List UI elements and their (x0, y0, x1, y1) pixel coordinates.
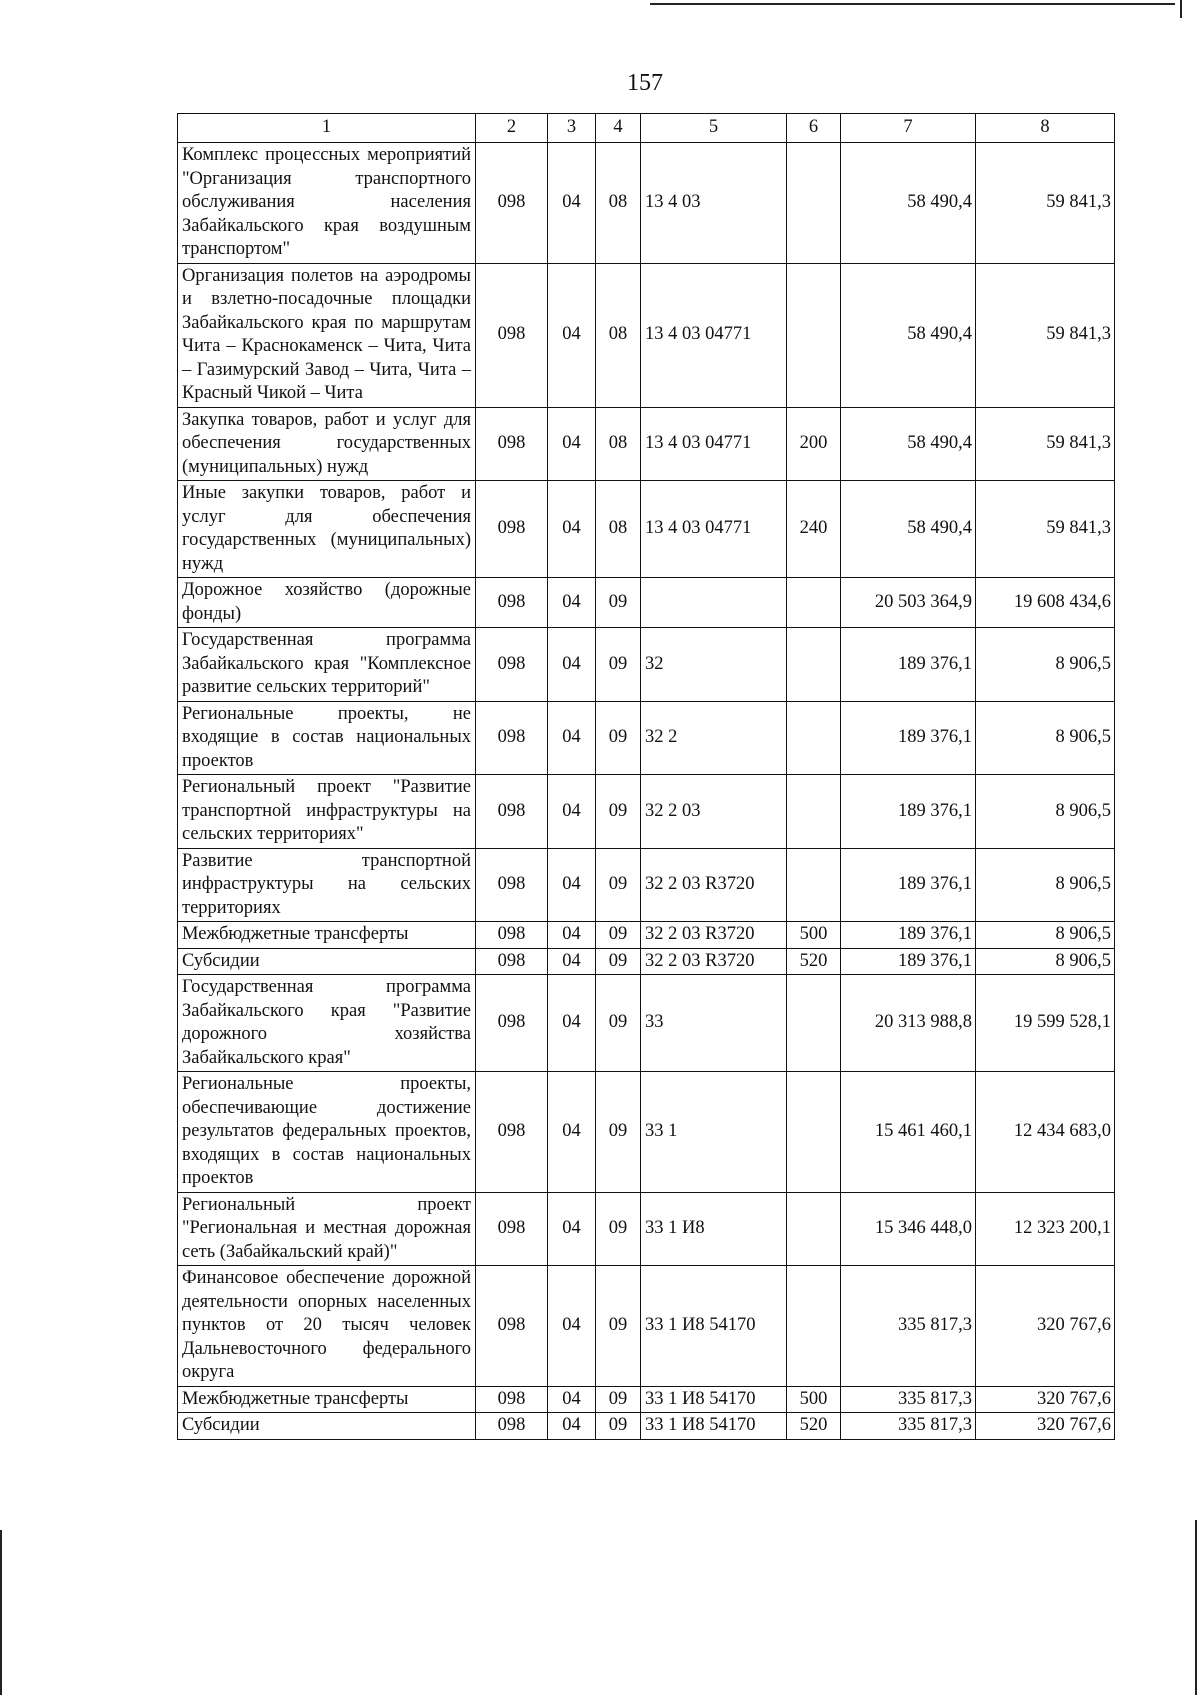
vr-code (787, 578, 841, 628)
pr-code: 08 (596, 263, 641, 407)
item-name: Субсидии (178, 948, 476, 975)
amount-col-7: 335 817,3 (841, 1413, 976, 1440)
vr-code (787, 975, 841, 1072)
vr-code (787, 848, 841, 922)
amount-col-8: 8 906,5 (976, 701, 1115, 775)
rz-code: 04 (548, 848, 596, 922)
csr-code: 13 4 03 (641, 143, 787, 264)
rz-code: 04 (548, 628, 596, 702)
page-number: 157 (627, 70, 663, 96)
pr-code: 09 (596, 1386, 641, 1413)
gr-code: 098 (476, 1386, 548, 1413)
csr-code: 33 (641, 975, 787, 1072)
item-name: Комплекс процессных мероприятий "Организация транспортного обслуживания населения Забайкальского края воздушным транспортом" (178, 143, 476, 264)
amount-col-7: 58 490,4 (841, 481, 976, 578)
amount-col-8: 8 906,5 (976, 848, 1115, 922)
csr-code (641, 578, 787, 628)
table-row (178, 1072, 1115, 1193)
amount-col-7: 189 376,1 (841, 948, 976, 975)
pr-code: 08 (596, 143, 641, 264)
amount-col-7: 335 817,3 (841, 1266, 976, 1387)
rz-code: 04 (548, 407, 596, 481)
amount-col-8: 59 841,3 (976, 481, 1115, 578)
vr-code (787, 701, 841, 775)
csr-code: 33 1 (641, 1072, 787, 1193)
pr-code: 09 (596, 628, 641, 702)
rz-code: 04 (548, 1413, 596, 1440)
rz-code: 04 (548, 975, 596, 1072)
pr-code: 09 (596, 1072, 641, 1193)
amount-col-7: 15 346 448,0 (841, 1192, 976, 1266)
header-cell-5: 5 (641, 114, 787, 143)
vr-code (787, 1072, 841, 1193)
budget-table (177, 113, 1115, 1440)
amount-col-7: 20 503 364,9 (841, 578, 976, 628)
item-name: Развитие транспортной инфраструктуры на сельских территориях (178, 848, 476, 922)
csr-code: 32 2 03 R3720 (641, 922, 787, 949)
rz-code: 04 (548, 1072, 596, 1193)
csr-code: 33 1 И8 54170 (641, 1413, 787, 1440)
amount-col-8: 8 906,5 (976, 948, 1115, 975)
csr-code: 32 2 03 R3720 (641, 848, 787, 922)
item-name: Закупка товаров, работ и услуг для обеспечения государственных (муниципальных) нужд (178, 407, 476, 481)
vr-code (787, 775, 841, 849)
amount-col-8: 59 841,3 (976, 263, 1115, 407)
gr-code: 098 (476, 263, 548, 407)
amount-col-7: 189 376,1 (841, 848, 976, 922)
pr-code: 09 (596, 578, 641, 628)
gr-code: 098 (476, 578, 548, 628)
vr-code: 200 (787, 407, 841, 481)
pr-code: 09 (596, 701, 641, 775)
pr-code: 08 (596, 481, 641, 578)
vr-code: 240 (787, 481, 841, 578)
table-row (178, 1192, 1115, 1266)
amount-col-8: 19 608 434,6 (976, 578, 1115, 628)
header-cell-8: 8 (976, 114, 1115, 143)
vr-code (787, 1192, 841, 1266)
item-name: Финансовое обеспечение дорожной деятельности опорных населенных пунктов от 20 тысяч человек Дальневосточного федерального округа (178, 1266, 476, 1387)
amount-col-7: 189 376,1 (841, 775, 976, 849)
rz-code: 04 (548, 143, 596, 264)
rz-code: 04 (548, 948, 596, 975)
table-row (178, 922, 1115, 949)
table-row (178, 407, 1115, 481)
pr-code: 09 (596, 975, 641, 1072)
table-row (178, 775, 1115, 849)
csr-code: 13 4 03 04771 (641, 407, 787, 481)
amount-col-7: 189 376,1 (841, 628, 976, 702)
vr-code: 520 (787, 948, 841, 975)
item-name: Организация полетов на аэродромы и взлетно-посадочные площадки Забайкальского края по маршрутам Чита – Краснокаменск – Чита, Чита – Газимурский Завод – Чита, Чита – Красный Чикой – Чита (178, 263, 476, 407)
gr-code: 098 (476, 407, 548, 481)
amount-col-7: 58 490,4 (841, 407, 976, 481)
vr-code: 500 (787, 1386, 841, 1413)
amount-col-8: 320 767,6 (976, 1386, 1115, 1413)
amount-col-7: 58 490,4 (841, 143, 976, 264)
csr-code: 32 2 03 (641, 775, 787, 849)
vr-code: 500 (787, 922, 841, 949)
amount-col-7: 15 461 460,1 (841, 1072, 976, 1193)
csr-code: 32 (641, 628, 787, 702)
table-row (178, 1266, 1115, 1387)
gr-code: 098 (476, 948, 548, 975)
table-row (178, 848, 1115, 922)
amount-col-7: 335 817,3 (841, 1386, 976, 1413)
rz-code: 04 (548, 1192, 596, 1266)
csr-code: 13 4 03 04771 (641, 481, 787, 578)
amount-col-7: 58 490,4 (841, 263, 976, 407)
pr-code: 09 (596, 1413, 641, 1440)
item-name: Региональный проект "Развитие транспортной инфраструктуры на сельских территориях" (178, 775, 476, 849)
pr-code: 09 (596, 848, 641, 922)
pr-code: 09 (596, 948, 641, 975)
amount-col-8: 320 767,6 (976, 1413, 1115, 1440)
header-cell-3: 3 (548, 114, 596, 143)
table-row (178, 578, 1115, 628)
rz-code: 04 (548, 701, 596, 775)
rz-code: 04 (548, 578, 596, 628)
gr-code: 098 (476, 628, 548, 702)
vr-code (787, 1266, 841, 1387)
table-row (178, 628, 1115, 702)
amount-col-7: 189 376,1 (841, 701, 976, 775)
amount-col-8: 320 767,6 (976, 1266, 1115, 1387)
table-row (178, 481, 1115, 578)
header-cell-7: 7 (841, 114, 976, 143)
table-row (178, 1386, 1115, 1413)
csr-code: 32 2 (641, 701, 787, 775)
csr-code: 33 1 И8 54170 (641, 1266, 787, 1387)
header-cell-2: 2 (476, 114, 548, 143)
amount-col-8: 8 906,5 (976, 922, 1115, 949)
header-row (178, 114, 1115, 143)
item-name: Иные закупки товаров, работ и услуг для обеспечения государственных (муниципальных) нужд (178, 481, 476, 578)
csr-code: 32 2 03 R3720 (641, 948, 787, 975)
gr-code: 098 (476, 701, 548, 775)
rz-code: 04 (548, 775, 596, 849)
gr-code: 098 (476, 1413, 548, 1440)
amount-col-7: 20 313 988,8 (841, 975, 976, 1072)
item-name: Дорожное хозяйство (дорожные фонды) (178, 578, 476, 628)
table-row (178, 701, 1115, 775)
gr-code: 098 (476, 1192, 548, 1266)
gr-code: 098 (476, 775, 548, 849)
amount-col-8: 8 906,5 (976, 628, 1115, 702)
item-name: Государственная программа Забайкальского края "Развитие дорожного хозяйства Забайкальского края" (178, 975, 476, 1072)
table-row (178, 948, 1115, 975)
item-name: Межбюджетные трансферты (178, 1386, 476, 1413)
vr-code: 520 (787, 1413, 841, 1440)
rz-code: 04 (548, 481, 596, 578)
item-name: Межбюджетные трансферты (178, 922, 476, 949)
csr-code: 13 4 03 04771 (641, 263, 787, 407)
rz-code: 04 (548, 1386, 596, 1413)
csr-code: 33 1 И8 (641, 1192, 787, 1266)
amount-col-7: 189 376,1 (841, 922, 976, 949)
table-row (178, 143, 1115, 264)
pr-code: 09 (596, 922, 641, 949)
header-cell-6: 6 (787, 114, 841, 143)
amount-col-8: 12 323 200,1 (976, 1192, 1115, 1266)
rz-code: 04 (548, 922, 596, 949)
header-cell-1: 1 (178, 114, 476, 143)
table-row (178, 263, 1115, 407)
item-name: Субсидии (178, 1413, 476, 1440)
gr-code: 098 (476, 922, 548, 949)
item-name: Региональные проекты, не входящие в состав национальных проектов (178, 701, 476, 775)
table-row (178, 1413, 1115, 1440)
pr-code: 09 (596, 1192, 641, 1266)
vr-code (787, 628, 841, 702)
gr-code: 098 (476, 481, 548, 578)
gr-code: 098 (476, 848, 548, 922)
table-row (178, 975, 1115, 1072)
amount-col-8: 59 841,3 (976, 407, 1115, 481)
amount-col-8: 8 906,5 (976, 775, 1115, 849)
amount-col-8: 19 599 528,1 (976, 975, 1115, 1072)
gr-code: 098 (476, 1266, 548, 1387)
pr-code: 09 (596, 775, 641, 849)
item-name: Государственная программа Забайкальского края "Комплексное развитие сельских территорий" (178, 628, 476, 702)
csr-code: 33 1 И8 54170 (641, 1386, 787, 1413)
table-body (178, 143, 1115, 1440)
vr-code (787, 143, 841, 264)
gr-code: 098 (476, 975, 548, 1072)
pr-code: 08 (596, 407, 641, 481)
vr-code (787, 263, 841, 407)
amount-col-8: 12 434 683,0 (976, 1072, 1115, 1193)
pr-code: 09 (596, 1266, 641, 1387)
gr-code: 098 (476, 1072, 548, 1193)
amount-col-8: 59 841,3 (976, 143, 1115, 264)
header-cell-4: 4 (596, 114, 641, 143)
rz-code: 04 (548, 1266, 596, 1387)
item-name: Региональный проект "Региональная и местная дорожная сеть (Забайкальский край)" (178, 1192, 476, 1266)
gr-code: 098 (476, 143, 548, 264)
rz-code: 04 (548, 263, 596, 407)
item-name: Региональные проекты, обеспечивающие достижение результатов федеральных проектов, входящих в состав национальных проектов (178, 1072, 476, 1193)
